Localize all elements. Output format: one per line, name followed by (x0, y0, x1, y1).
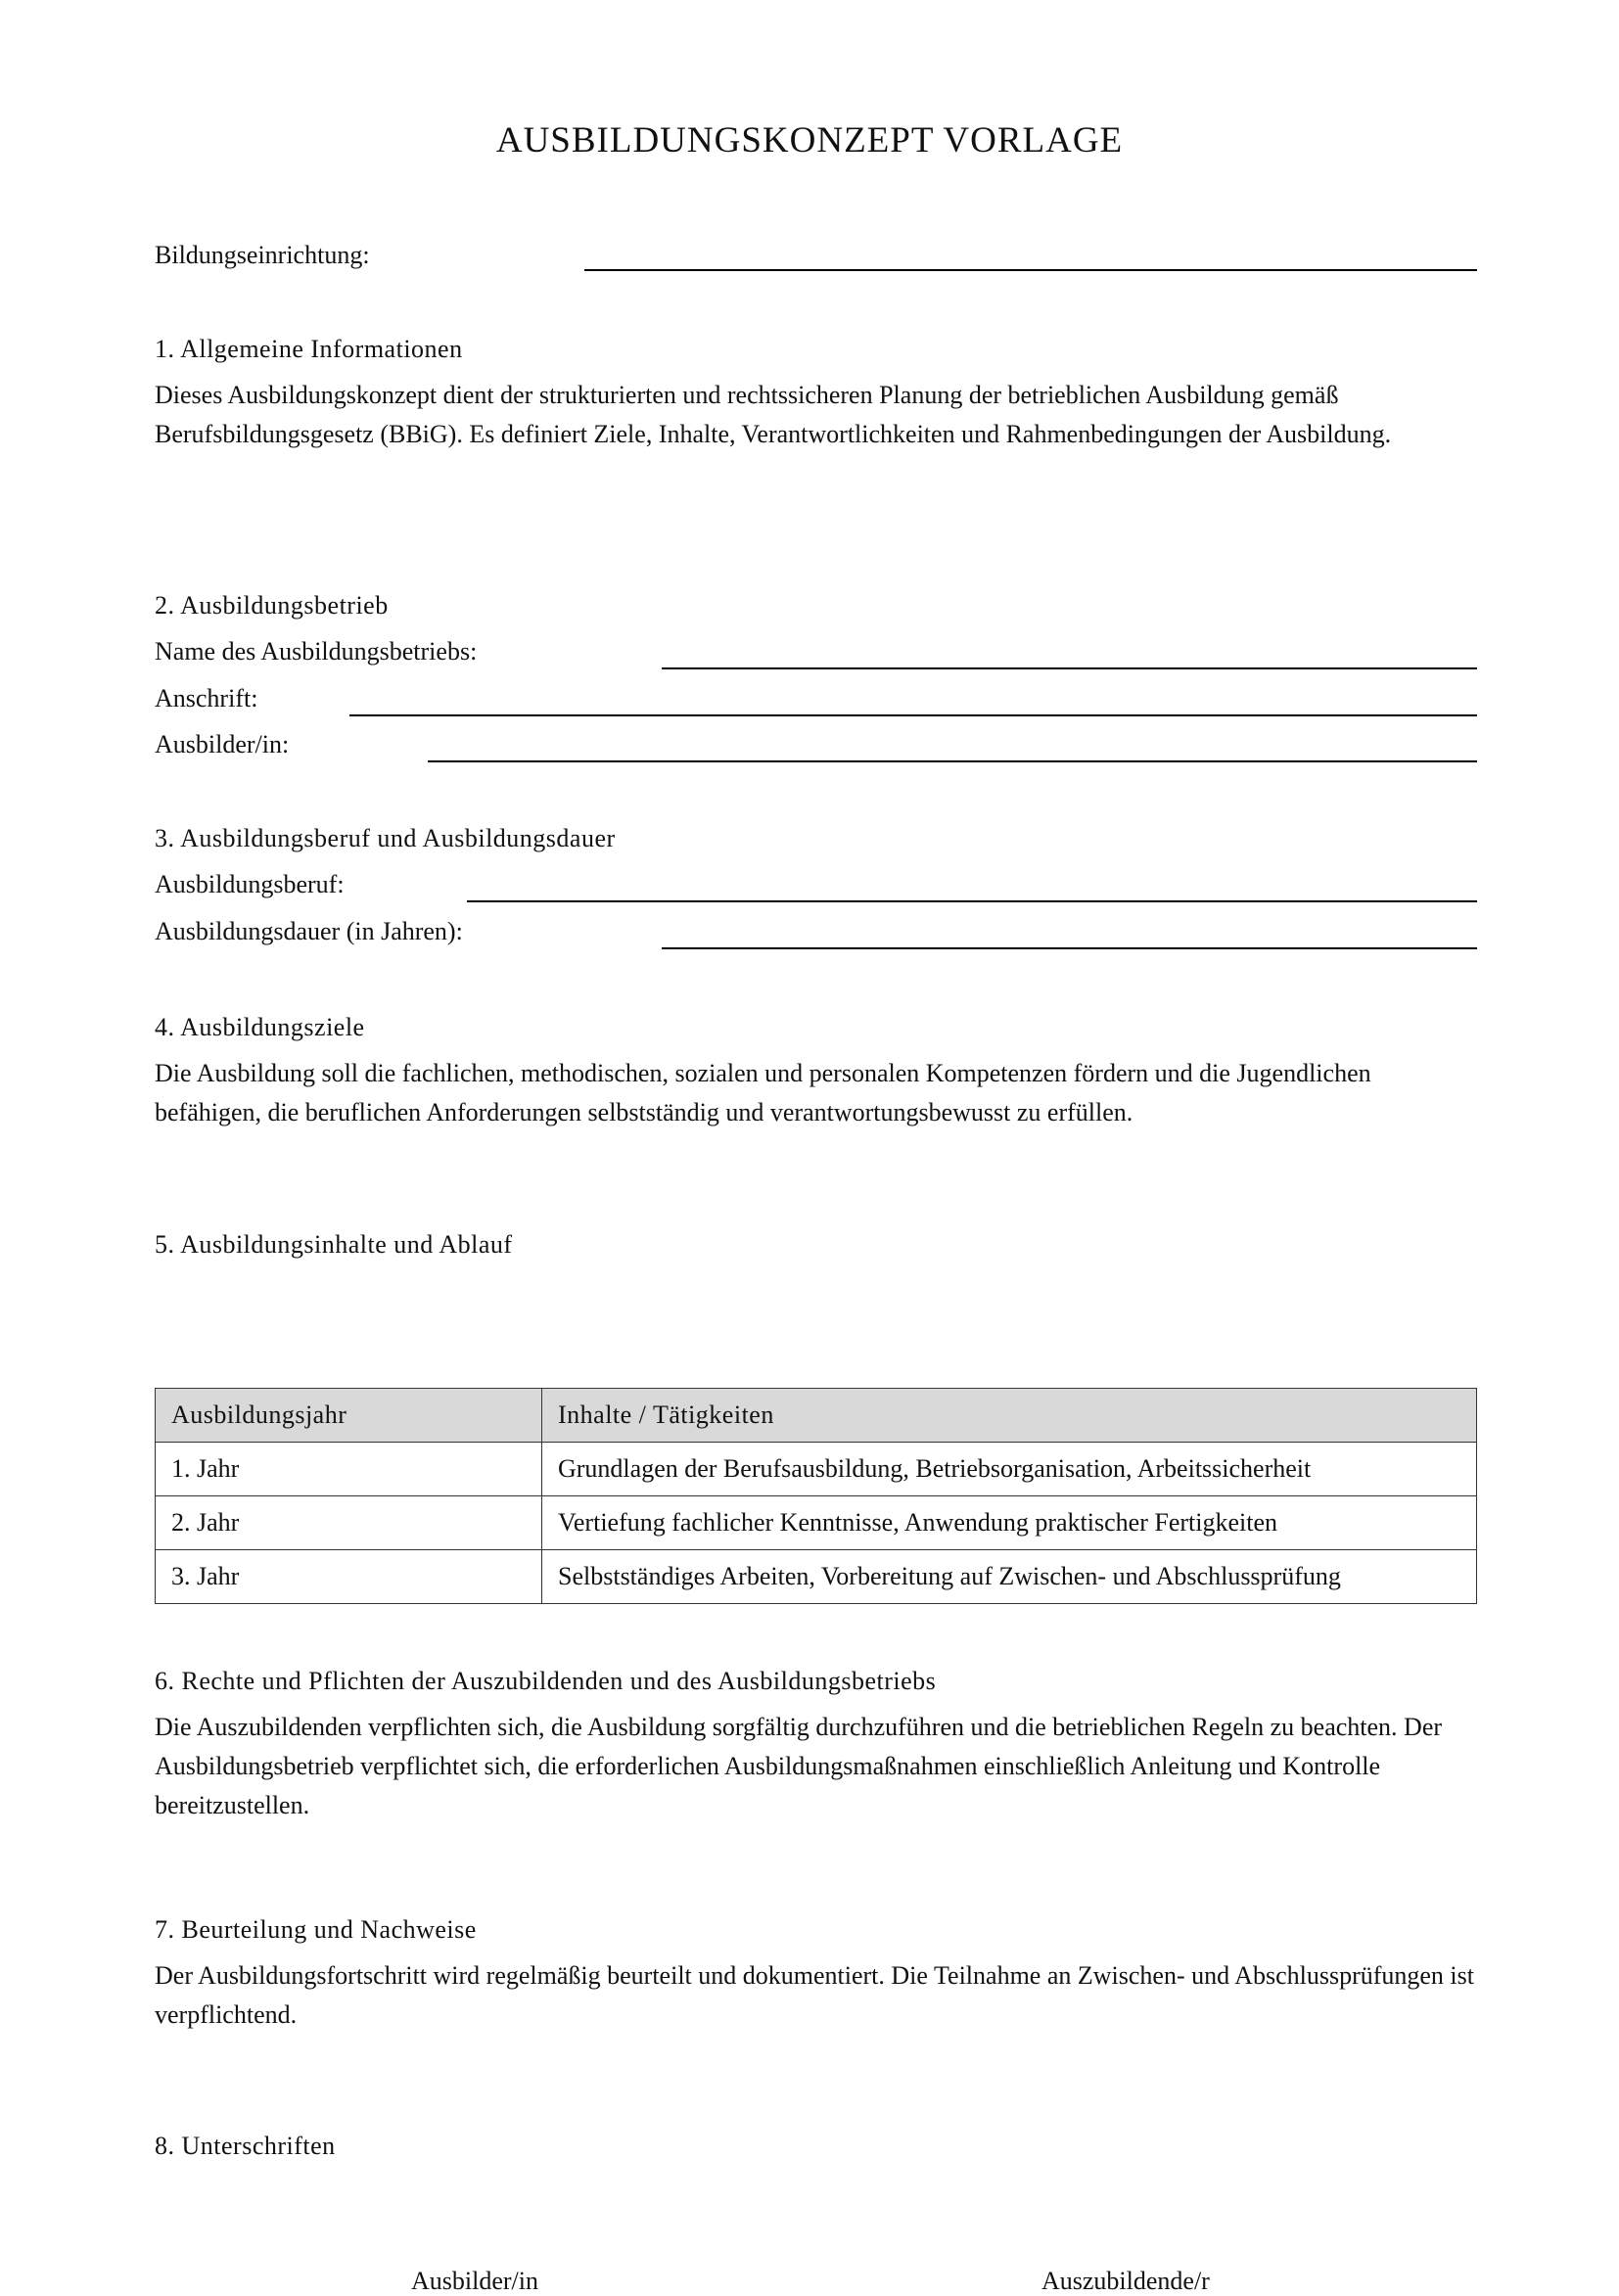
table-row (156, 1550, 1477, 1604)
duration-field-line[interactable] (662, 947, 1477, 949)
section-7-text: Der Ausbildungsfortschritt wird regelmäßig beurteilt und dokumentiert. Die Teilnahme an Zwischen- und Abschlussprüfungen ist verpflichtend. (155, 1961, 1474, 2029)
table-header-row (156, 1389, 1477, 1443)
profession-field-line[interactable] (467, 900, 1477, 902)
trainer-field-line[interactable] (428, 760, 1477, 762)
table-cell-year: 2. Jahr (156, 1496, 542, 1550)
table-cell-content: Vertiefung fachlicher Kenntnisse, Anwendung praktischer Fertigkeiten (542, 1496, 1477, 1550)
duration-label: Ausbildungsdauer (in Jahren): (155, 917, 463, 945)
section-4-text: Die Ausbildung soll die fachlichen, methodischen, sozialen und personalen Kompetenzen fördern und die Jugendlichen befähigen, die beruflichen Anforderungen selbstständig und verantwortungsbewusst zu erfüllen. (155, 1059, 1371, 1126)
table-row (156, 1496, 1477, 1550)
profession-label: Ausbildungsberuf: (155, 870, 345, 898)
table-cell-content: Grundlagen der Berufsausbildung, Betriebsorganisation, Arbeitssicherheit (542, 1443, 1477, 1496)
section-1-text: Dieses Ausbildungskonzept dient der strukturierten und rechtssicheren Planung der betrieblichen Ausbildung gemäß Berufsbildungsgesetz (BBiG). Es definiert Ziele, Inhalte, Verantwortlichkeiten und Rahmenbedingungen der Ausbildung. (155, 381, 1392, 448)
training-plan-table (155, 1388, 1477, 1604)
table-cell-year: 1. Jahr (156, 1443, 542, 1496)
section-6-text: Die Auszubildenden verpflichten sich, die Ausbildung sorgfältig durchzuführen und die betrieblichen Regeln zu beachten. Der Ausbildungsbetrieb verpflichtet sich, die erforderlichen Ausbildungsmaßnahmen einschließlich Anleitung und Kontrolle bereitzustellen. (155, 1713, 1443, 1819)
table-cell-content: Selbstständiges Arbeiten, Vorbereitung auf Zwischen- und Abschlussprüfung (542, 1550, 1477, 1604)
table-cell-year: 3. Jahr (156, 1550, 542, 1604)
section-2-heading: 2. Ausbildungsbetrieb (155, 591, 389, 620)
address-label: Anschrift: (155, 684, 258, 712)
institution-field-line[interactable] (584, 269, 1477, 271)
company-name-field-line[interactable] (662, 667, 1477, 669)
trainee-signature-label: Auszubildende/r (1041, 2267, 1210, 2295)
trainer-label: Ausbilder/in: (155, 730, 290, 758)
company-name-label: Name des Ausbildungsbetriebs: (155, 637, 478, 666)
table-header-content: Inhalte / Tätigkeiten (542, 1389, 1477, 1443)
section-6-heading: 6. Rechte und Pflichten der Auszubildenden und des Ausbildungsbetriebs (155, 1667, 937, 1695)
section-7-heading: 7. Beurteilung und Nachweise (155, 1915, 477, 1944)
section-5-heading: 5. Ausbildungsinhalte und Ablauf (155, 1230, 513, 1259)
address-field-line[interactable] (349, 714, 1477, 716)
trainer-signature-label: Ausbilder/in (411, 2267, 538, 2295)
document-title: AUSBILDUNGSKONZEPT VORLAGE (495, 120, 1124, 161)
section-1-heading: 1. Allgemeine Informationen (155, 335, 463, 363)
section-4-heading: 4. Ausbildungsziele (155, 1013, 365, 1041)
section-3-heading: 3. Ausbildungsberuf und Ausbildungsdauer (155, 824, 616, 852)
section-8-heading: 8. Unterschriften (155, 2132, 336, 2160)
institution-label: Bildungseinrichtung: (155, 241, 370, 269)
table-row (156, 1443, 1477, 1496)
table-header-year: Ausbildungsjahr (156, 1389, 542, 1443)
